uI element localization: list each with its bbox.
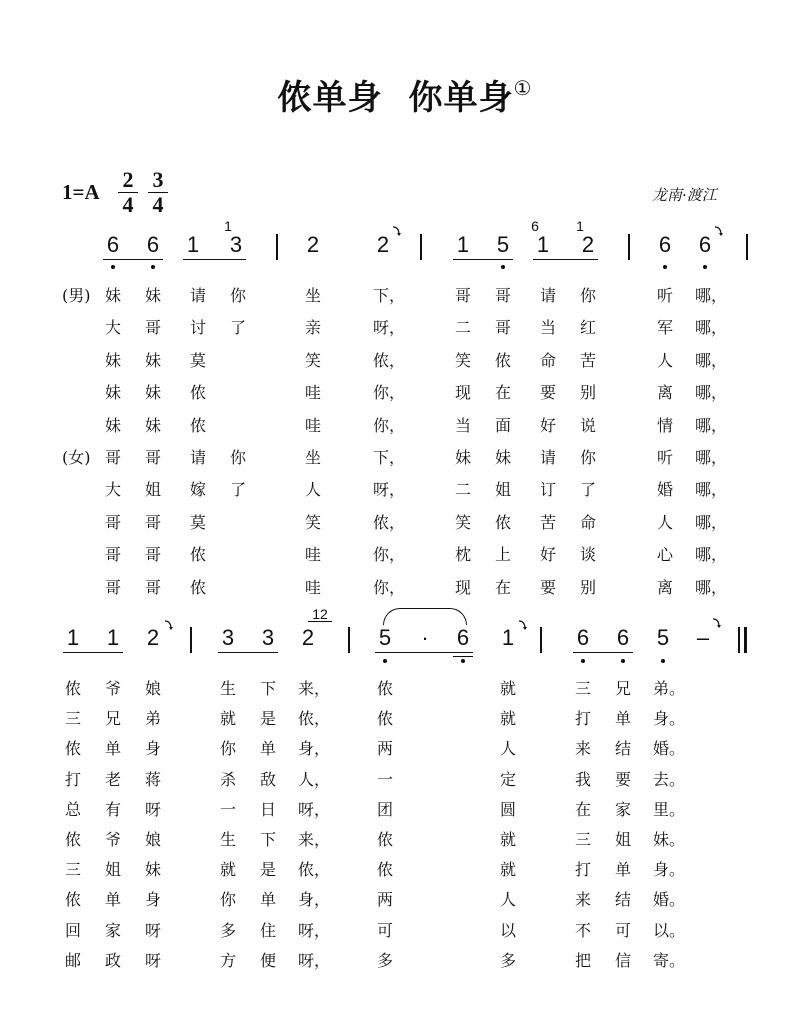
lyric-char: 莫 — [189, 350, 206, 370]
lyric-char: 就 — [219, 860, 236, 880]
low-octave-dot — [151, 265, 155, 269]
lyric-char: 要 — [614, 769, 631, 789]
barline — [746, 234, 748, 260]
barline — [420, 234, 422, 260]
lyric-char: 好 — [539, 545, 556, 565]
beam-underline — [573, 652, 633, 653]
credit: 龙南·渡江 — [652, 186, 717, 204]
lyric-char: 侬 — [494, 512, 511, 532]
barline — [348, 627, 350, 653]
lyric-char: 下 — [259, 679, 276, 698]
lyric-char: 哥 — [144, 577, 161, 597]
lyric-char: 侬 — [376, 860, 393, 880]
lyric-char: 日 — [259, 799, 276, 819]
low-octave-dot — [661, 659, 665, 663]
lyric-char: 呀， — [298, 950, 331, 970]
lyric-char: 是 — [259, 860, 276, 880]
lyric-char: 打 — [574, 709, 591, 729]
note: 1 — [456, 232, 470, 257]
lyric-char: 侬， — [373, 512, 406, 532]
title-footnote: ① — [513, 76, 533, 100]
lyric-char: 定 — [499, 769, 516, 789]
lyric-char: 侬 — [189, 415, 206, 435]
grace-note: 1 — [224, 218, 232, 234]
beam-underline — [453, 656, 473, 657]
lyric-char: 命 — [539, 350, 556, 370]
low-octave-dot — [111, 265, 115, 269]
lyric-char: 就 — [219, 709, 236, 729]
lyric-char: 总 — [64, 799, 81, 819]
lyric-char: 三 — [574, 679, 591, 698]
lyric-char: 心 — [656, 545, 673, 565]
lyric-char: 妹 — [144, 860, 161, 880]
note: – — [696, 625, 710, 650]
lyric-char: 笑 — [454, 512, 471, 532]
lyric-char: 身。 — [653, 860, 686, 880]
lyric-char: 订 — [539, 480, 556, 500]
lyric-char: 军 — [656, 318, 673, 338]
note: 3 — [221, 625, 235, 650]
lyric-char: 就 — [499, 860, 516, 880]
lyric-char: 生 — [219, 679, 236, 698]
lyric-char: 就 — [499, 830, 516, 849]
barline — [276, 234, 278, 260]
lyric-char: 以。 — [653, 920, 686, 940]
note: 5 — [656, 625, 670, 650]
lyric-char: 你 — [229, 286, 246, 305]
lyric-char: 听 — [656, 286, 673, 305]
lyric-char: 结 — [614, 890, 631, 910]
lyric-char: 了 — [229, 318, 246, 338]
lyric-char: 多 — [219, 920, 236, 940]
lyric-char: 哪， — [695, 383, 728, 403]
lyric-char: 身 — [144, 739, 161, 759]
lyric-char: 哪， — [695, 286, 728, 305]
lyric-char: 下 — [259, 830, 276, 849]
lyric-char: 打 — [64, 769, 81, 789]
grace-note: 1 — [576, 218, 584, 234]
lyric-char: 笑 — [304, 350, 321, 370]
lyric-char: 三 — [574, 830, 591, 849]
lyric-char: 爷 — [104, 679, 121, 698]
lyric-char: 我 — [574, 769, 591, 789]
note: 6 — [698, 232, 712, 257]
lyric-char: 回 — [64, 920, 81, 940]
lyric-char: 单 — [104, 890, 121, 910]
final-barline — [744, 627, 747, 653]
lyric-char: 弟 — [144, 709, 161, 729]
lyric-char: 多 — [499, 950, 516, 970]
lyric-char: 妹 — [104, 350, 121, 370]
note: 5 — [378, 625, 392, 650]
lyric-char: 呀， — [373, 318, 406, 338]
lyric-char: 妹 — [144, 415, 161, 435]
lyric-char: 侬， — [298, 709, 331, 729]
note: 3 — [261, 625, 275, 650]
lyric-char: 兄 — [104, 709, 121, 729]
lyric-char: 侬 — [64, 890, 81, 910]
lyric-char: 请 — [189, 286, 206, 305]
lyric-char: 身， — [298, 890, 331, 910]
lyric-char: 好 — [539, 415, 556, 435]
lyric-char: 哥 — [494, 318, 511, 338]
lyric-char: 邮 — [64, 950, 81, 970]
lyric-char: 家 — [614, 799, 631, 819]
lyric-char: 来， — [298, 830, 331, 849]
lyric-char: 可 — [376, 920, 393, 940]
lyric-char: 结 — [614, 739, 631, 759]
lyric-char: 身， — [298, 739, 331, 759]
lyric-char: 哥 — [144, 318, 161, 338]
lyric-char: 你 — [219, 739, 236, 759]
lyric-char: 妹 — [454, 448, 471, 467]
lyric-char: 单 — [614, 709, 631, 729]
lyric-char: 三 — [64, 709, 81, 729]
lyric-char: 婚。 — [653, 739, 686, 759]
lyric-char: 上 — [494, 545, 511, 565]
lyric-char: 侬 — [494, 350, 511, 370]
note: · — [421, 625, 429, 650]
lyric-char: 苦 — [579, 350, 596, 370]
breath-mark-icon — [518, 616, 528, 628]
lyric-char: 妹 — [144, 383, 161, 403]
lyric-char: 你， — [373, 545, 406, 565]
lyric-char: 哪， — [695, 480, 728, 500]
lyric-char: 要 — [539, 577, 556, 597]
lyric-char: 三 — [64, 860, 81, 880]
lyric-char: 情 — [656, 415, 673, 435]
lyric-char: 人， — [298, 769, 331, 789]
lyric-char: 单 — [259, 890, 276, 910]
lyric-char: 侬， — [298, 860, 331, 880]
lyric-char: 多 — [376, 950, 393, 970]
lyric-char: 当 — [539, 318, 556, 338]
lyric-char: 妹 — [494, 448, 511, 467]
lyric-char: 身 — [144, 890, 161, 910]
lyric-char: 两 — [376, 890, 393, 910]
lyric-char: 当 — [454, 415, 471, 435]
lyric-char: 请 — [539, 286, 556, 305]
lyric-char: 是 — [259, 709, 276, 729]
lyric-char: 侬， — [373, 350, 406, 370]
lyric-char: 你， — [373, 415, 406, 435]
slur — [383, 608, 467, 625]
beam-underline — [183, 259, 246, 260]
lyric-char: 就 — [499, 709, 516, 729]
lyric-char: 了 — [579, 480, 596, 500]
beam-underline — [375, 652, 473, 653]
lyric-char: 了 — [229, 480, 246, 500]
lyric-char: 妹。 — [653, 830, 686, 849]
note: 3 — [229, 232, 243, 257]
lyric-char: 来 — [574, 890, 591, 910]
lyric-char: 哥 — [104, 448, 121, 467]
low-octave-dot — [501, 265, 505, 269]
note: 1 — [66, 625, 80, 650]
lyric-char: 讨 — [189, 318, 206, 338]
lyric-char: 单 — [259, 739, 276, 759]
grace-note: 6 — [531, 218, 539, 234]
beam-underline — [533, 259, 598, 260]
key-signature: 1=A — [62, 180, 100, 204]
lyric-char: 哥 — [104, 545, 121, 565]
title-part1: 侬单身 — [277, 78, 383, 118]
lyric-char: 哪， — [695, 577, 728, 597]
lyric-char: 打 — [574, 860, 591, 880]
lyric-char: 呀 — [144, 920, 161, 940]
lyric-char: 妹 — [104, 415, 121, 435]
lyric-char: 侬 — [64, 830, 81, 849]
lyric-char: 说 — [579, 415, 596, 435]
breath-mark-icon — [392, 222, 402, 234]
lyric-char: 侬 — [376, 679, 393, 698]
lyric-char: 单 — [614, 860, 631, 880]
lyric-char: 坐 — [304, 448, 321, 467]
lyric-char: 谈 — [579, 545, 596, 565]
breath-mark-icon — [714, 222, 724, 234]
lyric-char: 请 — [189, 448, 206, 467]
low-octave-dot — [581, 659, 585, 663]
beam-underline — [63, 652, 123, 653]
lyric-char: 二 — [454, 318, 471, 338]
lyric-char: 去。 — [653, 769, 686, 789]
lyric-char: 杀 — [219, 769, 236, 789]
lyric-char: 侬 — [64, 679, 81, 698]
lyric-char: 姐 — [104, 860, 121, 880]
lyric-char: 哥 — [104, 512, 121, 532]
lyric-char: 枕 — [454, 545, 471, 565]
lyric-char: 哇 — [304, 577, 321, 597]
lyric-char: 哇 — [304, 383, 321, 403]
note: 6 — [456, 625, 470, 650]
note: 1 — [536, 232, 550, 257]
lyric-char: 离 — [656, 577, 673, 597]
final-barline — [738, 627, 740, 653]
lyric-char: 哪， — [695, 448, 728, 467]
grace-note: 12 — [308, 607, 332, 622]
note: 1 — [501, 625, 515, 650]
lyric-char: 圆 — [499, 799, 516, 819]
lyric-char: 姐 — [614, 830, 631, 849]
time-signature-2-4: $\frac{2}{4}$ — [118, 168, 138, 217]
lyric-char: 你 — [229, 448, 246, 467]
lyric-char: 面 — [494, 415, 511, 435]
lyric-char: 妹 — [104, 286, 121, 305]
note: 2 — [146, 625, 160, 650]
lyric-char: 政 — [104, 950, 121, 970]
lyric-char: 哪， — [695, 545, 728, 565]
lyric-char: 哇 — [304, 545, 321, 565]
lyric-char: 不 — [574, 920, 591, 940]
lyric-char: 侬 — [376, 830, 393, 849]
lyric-char: 兄 — [614, 679, 631, 698]
lyric-char: 亲 — [304, 318, 321, 338]
note: 2 — [301, 625, 315, 650]
lyric-char: 老 — [104, 769, 121, 789]
low-octave-dot — [461, 659, 465, 663]
lyric-char: 有 — [104, 799, 121, 819]
lyric-char: 把 — [574, 950, 591, 970]
lyric-char: 二 — [454, 480, 471, 500]
lyric-char: 哥 — [494, 286, 511, 305]
lyric-char: 哪， — [695, 350, 728, 370]
lyric-char: 呀， — [373, 480, 406, 500]
low-octave-dot — [621, 659, 625, 663]
lyric-char: 可 — [614, 920, 631, 940]
lyric-char: 你 — [219, 890, 236, 910]
lyric-char: 侬 — [189, 383, 206, 403]
lyric-char: 姐 — [494, 480, 511, 500]
title-part2: 你单身 — [408, 78, 514, 118]
lyric-char: 侬 — [189, 577, 206, 597]
lyric-char: 单 — [104, 739, 121, 759]
barline — [540, 627, 542, 653]
lyric-char: 苦 — [539, 512, 556, 532]
lyric-char: 人 — [656, 350, 673, 370]
note: 6 — [658, 232, 672, 257]
lyric-char: 寄。 — [653, 950, 686, 970]
lyric-char: 现 — [454, 383, 471, 403]
lyric-char: 侬 — [376, 709, 393, 729]
lyric-char: 身。 — [653, 709, 686, 729]
lyric-char: 来 — [574, 739, 591, 759]
lyric-char: 娘 — [144, 830, 161, 849]
lyric-char: 侬 — [189, 545, 206, 565]
lyric-char: 一 — [376, 769, 393, 789]
lyric-char: 婚 — [656, 480, 673, 500]
lyric-char: 别 — [579, 383, 596, 403]
lyric-char: 人 — [499, 739, 516, 759]
lyric-char: 你 — [579, 448, 596, 467]
lyric-char: 要 — [539, 383, 556, 403]
breath-mark-icon — [712, 614, 722, 626]
low-octave-dot — [663, 265, 667, 269]
lyric-char: 方 — [219, 950, 236, 970]
lyric-char: 妹 — [144, 350, 161, 370]
part-label-female: (女) — [62, 448, 91, 467]
lyric-char: 哥 — [144, 448, 161, 467]
lyric-char: 便 — [259, 950, 276, 970]
lyric-char: 笑 — [454, 350, 471, 370]
lyric-char: 敌 — [259, 769, 276, 789]
lyric-char: 下， — [373, 448, 406, 467]
beam-underline — [218, 652, 278, 653]
time-signature-3-4: $\frac{3}{4}$ — [148, 168, 168, 217]
lyric-char: 人 — [499, 890, 516, 910]
lyric-char: 大 — [104, 318, 121, 338]
low-octave-dot — [703, 265, 707, 269]
note: 2 — [376, 232, 390, 257]
lyric-char: 大 — [104, 480, 121, 500]
song-title — [0, 70, 810, 119]
lyric-char: 家 — [104, 920, 121, 940]
lyric-char: 你， — [373, 383, 406, 403]
lyric-char: 生 — [219, 830, 236, 849]
lyric-char: 哥 — [144, 545, 161, 565]
lyric-char: 哪， — [695, 512, 728, 532]
lyric-char: 请 — [539, 448, 556, 467]
note: 6 — [106, 232, 120, 257]
lyric-char: 哥 — [104, 577, 121, 597]
lyric-char: 呀 — [144, 799, 161, 819]
lyric-char: 姐 — [144, 480, 161, 500]
lyric-char: 住 — [259, 920, 276, 940]
lyric-char: 人 — [304, 480, 321, 500]
note: 6 — [576, 625, 590, 650]
lyric-char: 两 — [376, 739, 393, 759]
beam-underline — [103, 259, 163, 260]
lyric-char: 命 — [579, 512, 596, 532]
note: 1 — [106, 625, 120, 650]
lyric-char: 一 — [219, 799, 236, 819]
lyric-char: 以 — [499, 920, 516, 940]
lyric-char: 嫁 — [189, 480, 206, 500]
lyric-char: 别 — [579, 577, 596, 597]
lyric-char: 哪， — [695, 415, 728, 435]
lyric-char: 哥 — [144, 512, 161, 532]
note: 2 — [306, 232, 320, 257]
low-octave-dot — [383, 659, 387, 663]
lyric-char: 现 — [454, 577, 471, 597]
lyric-char: 弟。 — [653, 679, 686, 698]
part-label-male: (男) — [62, 286, 91, 305]
lyric-char: 来， — [298, 679, 331, 698]
lyric-char: 呀， — [298, 920, 331, 940]
lyric-char: 在 — [494, 577, 511, 597]
lyric-char: 哥 — [454, 286, 471, 305]
lyric-char: 你 — [579, 286, 596, 305]
lyric-char: 蒋 — [144, 769, 161, 789]
lyric-char: 下， — [373, 286, 406, 305]
lyric-char: 哪， — [695, 318, 728, 338]
lyric-char: 信 — [614, 950, 631, 970]
beam-underline — [453, 259, 513, 260]
lyric-char: 妹 — [144, 286, 161, 305]
lyric-char: 听 — [656, 448, 673, 467]
lyric-char: 娘 — [144, 679, 161, 698]
lyric-char: 团 — [376, 799, 393, 819]
lyric-char: 在 — [494, 383, 511, 403]
lyric-char: 你， — [373, 577, 406, 597]
lyric-char: 呀 — [144, 950, 161, 970]
lyric-char: 就 — [499, 679, 516, 698]
lyric-char: 爷 — [104, 830, 121, 849]
lyric-char: 呀， — [298, 799, 331, 819]
lyric-char: 离 — [656, 383, 673, 403]
breath-mark-icon — [164, 616, 174, 628]
lyric-char: 红 — [579, 318, 596, 338]
lyric-char: 哇 — [304, 415, 321, 435]
note: 1 — [186, 232, 200, 257]
lyric-char: 侬 — [64, 739, 81, 759]
lyric-char: 妹 — [104, 383, 121, 403]
lyric-char: 婚。 — [653, 890, 686, 910]
lyric-char: 在 — [574, 799, 591, 819]
lyric-char: 人 — [656, 512, 673, 532]
note: 6 — [616, 625, 630, 650]
note: 2 — [581, 232, 595, 257]
note: 5 — [496, 232, 510, 257]
note: 6 — [146, 232, 160, 257]
lyric-char: 坐 — [304, 286, 321, 305]
lyric-char: 笑 — [304, 512, 321, 532]
barline — [628, 234, 630, 260]
barline — [190, 627, 192, 653]
lyric-char: 莫 — [189, 512, 206, 532]
lyric-char: 里。 — [653, 799, 686, 819]
